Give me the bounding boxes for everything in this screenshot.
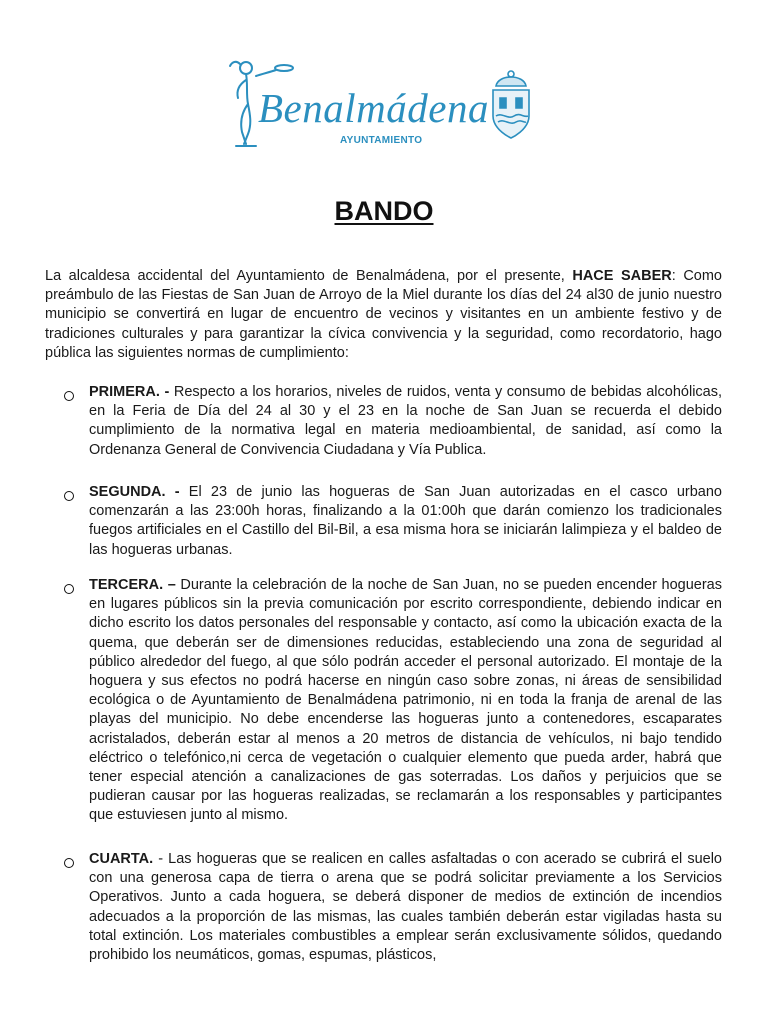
bullet-icon: [64, 385, 78, 399]
clause-lead: TERCERA. –: [89, 577, 176, 593]
clause-lead: CUARTA.: [89, 851, 154, 867]
logo-subtitle: AYUNTAMIENTO: [340, 135, 423, 146]
clause-tercera: [89, 576, 722, 826]
clause-cuarta: [89, 850, 722, 965]
bullet-icon: [64, 578, 78, 592]
bullet-icon: [64, 485, 78, 499]
clause-text: Durante la celebración de la noche de San Juan, no se pueden encender hogueras en lugares públicos sin la previa comunicación por escrito correspondiente, debiendo indicar en dicho escrito los datos personales del responsable y contacto, así como la ubicación exacta de la quema, que deberán ser de dimensiones reducidas, estableciendo una zona de seguridad al público alrededor del fuego, al que sólo podrán acceder el personal autorizado. El montaje de la hoguera y sus efectos no podrá hacerse en ningún caso sobre zonas, ni áreas de sensibilidad ecológica o de Ayuntamiento de Benalmádena patrimonio, ni en toda la franja de arenal de las playas del municipio. No debe encenderse las hogueras junto a contenedores, escaparates acristalados, deberán estar al menos a 20 metros de distancia de vehículos, ni bajo tendido eléctrico o telefónico,ni cerca de vegetación o cualquier elemento que pueda arder, habrá que tener especial atención a canalizaciones de gas soterradas. Los daños y perjuicios que se pudieran causar por las hogueras realizadas, se reclamarán a los responsables y participantes que estuviesen junto al mismo.: [89, 577, 722, 824]
clause-lead: SEGUNDA. -: [89, 484, 180, 500]
intro-text-start: La alcaldesa accidental del Ayuntamiento de Benalmádena, por el presente,: [45, 268, 573, 284]
bullet-icon: [64, 852, 78, 866]
logo-wordmark: Benalmádena: [258, 85, 489, 131]
document-title: BANDO: [334, 196, 434, 226]
clause-text: El 23 de junio las hogueras de San Juan autorizadas en el casco urbano comenzarán a las 23:00h horas, finalizando a la 01:00h que darán comienzo los tradicionales fuegos artificiales en el Castillo del Bil-Bil, a esa misma hora se iniciarán lalimpieza y el baldeo de las hogueras urbanas.: [89, 484, 722, 558]
clause-text: - Las hogueras que se realicen en calles asfaltadas o con acerado se cubrirá el suelo con una generosa capa de tierra o arena que se podrá solicitar previamente a los Servicios Operativos. Junto a cada hoguera, se deberá disponer de medios de extinción de incendios adecuados a la proporción de las mismas, las cuales también deberán estar vigiladas hasta su total extinción. Los materiales combustibles a emplear serán exclusivamente sólidos, quedando prohibido los neumáticos, gomas, espumas, plásticos,: [89, 851, 722, 964]
intro-paragraph: [45, 267, 722, 363]
intro-text-end: : Como preámbulo de las Fiestas de San Juan de Arroyo de la Miel durante los días del 24 al30 de junio nuestro municipio se convertirá en lugar de encuentro de vecinos y visitantes en un ambiente festivo y de tradiciones culturales y para garantizar la cívica convivencia y la seguridad, como recordatorio, hago pública las siguientes normas de cumplimiento:: [45, 268, 722, 361]
clause-text: Respecto a los horarios, niveles de ruidos, venta y consumo de bebidas alcohólicas, en la Feria de Día del 24 al 30 y el 23 en la noche de San Juan se recuerda el debido cumplimiento de la normativa legal en materia medioambiental, de sanidad, así como la Ordenanza General de Convivencia Ciudadana y Vía Publica.: [89, 384, 723, 458]
coat-of-arms-icon: [488, 68, 534, 142]
clause-lead: PRIMERA. -: [89, 384, 170, 400]
intro-hace-saber: HACE SABER: [572, 268, 672, 284]
clause-segunda: [89, 483, 722, 560]
clause-primera: [89, 383, 722, 460]
